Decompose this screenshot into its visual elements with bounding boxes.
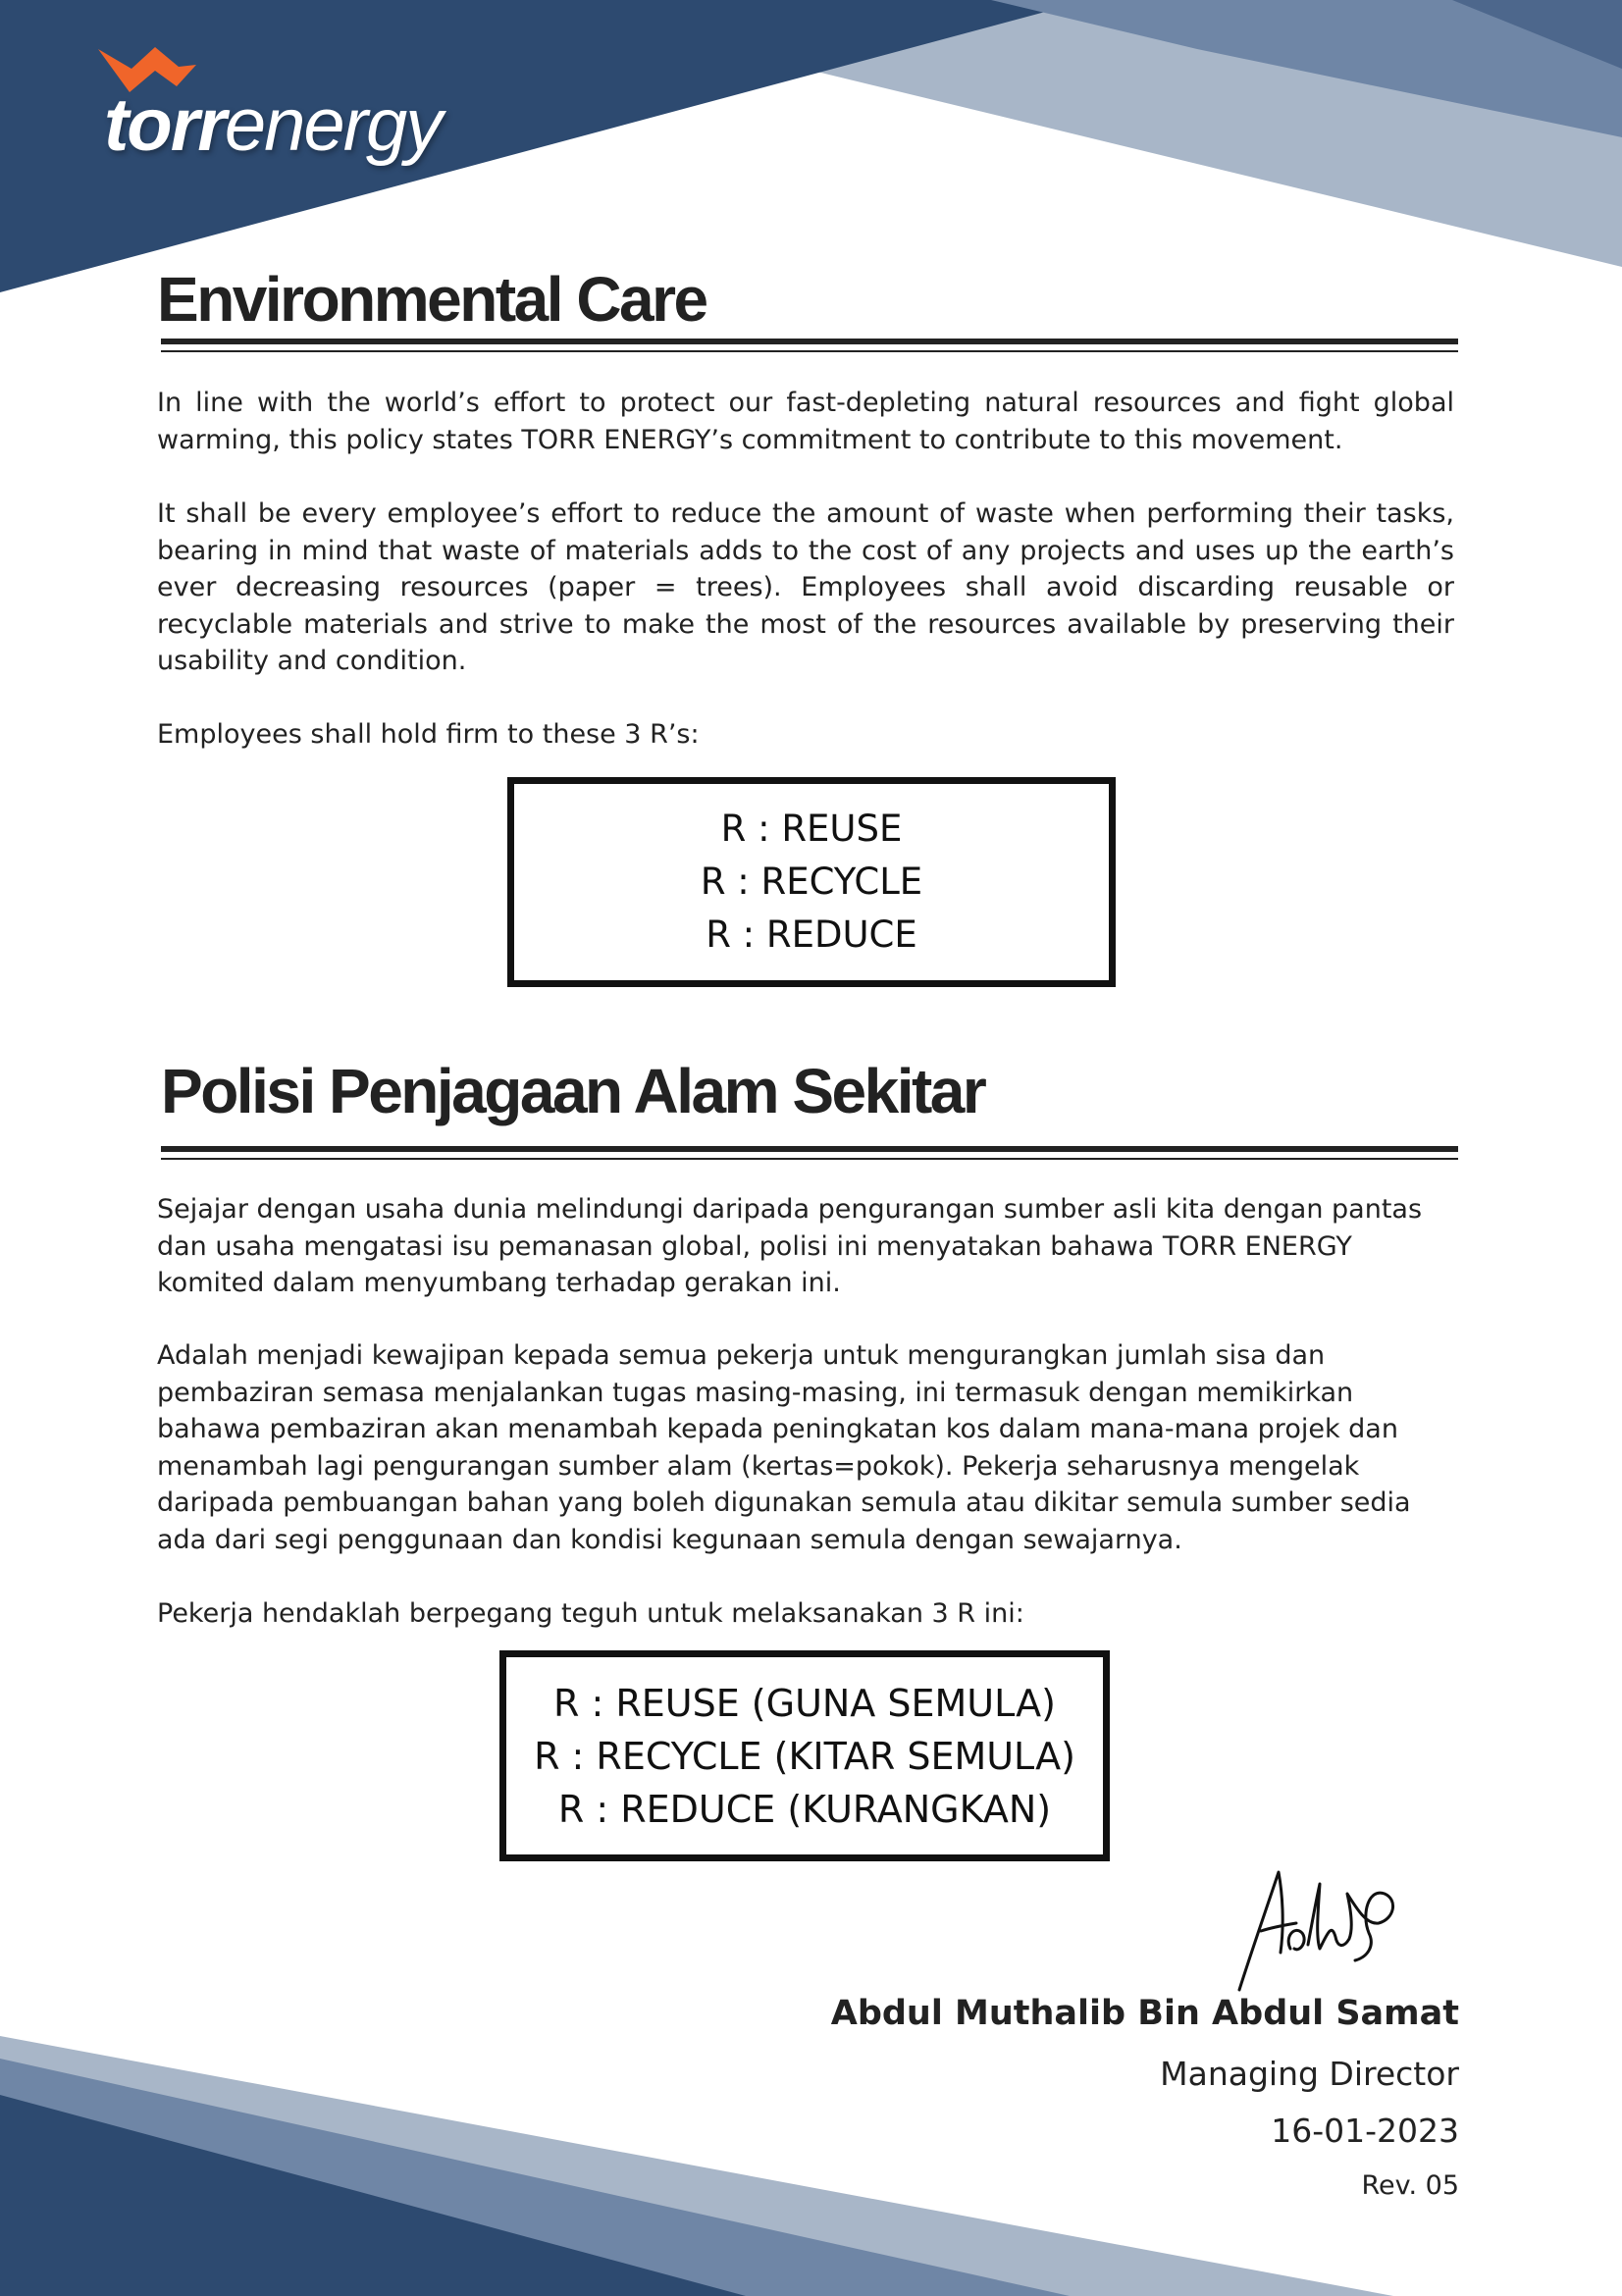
r-item-reuse: R : REUSE: [720, 808, 903, 850]
paragraph-ms-2: Adalah menjadi kewajipan kepada semua pekerja untuk mengurangkan jumlah sisa dan pembaziran semasa menjalankan tugas masing-masing, ini termasuk dengan memikirkan bahawa pembaziran akan menambah kepada peningkatan kos dalam mana-mana projek dan menambah lagi pengurangan sumber alam (kertas=pokok). Pekerja seharusnya mengelak daripada pembuangan bahan yang boleh digunakan semula atau dikitar semula sumber sedia ada dari segi penggunaan dan kondisi kegunaan semula dengan sewajarnya.: [157, 1340, 1411, 1555]
intro-ms: Pekerja hendaklah berpegang teguh untuk melaksanakan 3 R ini:: [157, 1598, 1024, 1629]
paragraph-en-2: It shall be every employee’s effort to reduce the amount of waste when performing their tasks, bearing in mind that waste of materials adds to the cost of any projects and uses up the earth’s ever decreasing resources (paper = trees). Employees shall avoid discarding reusable or recyclable materials and strive to make the most of the resources available by preserving their usability and condition.: [157, 498, 1454, 676]
policy-date: 16-01-2023: [1271, 2112, 1459, 2150]
company-logo: [98, 47, 442, 167]
intro-en: Employees shall hold firm to these 3 R’s:: [157, 719, 700, 750]
logo-brand-bold: torr: [104, 83, 225, 167]
three-rs-box-en: [507, 777, 1116, 987]
logo-brand-light: energy: [224, 83, 442, 167]
paragraph-en-1: In line with the world’s effort to protect our fast-depleting natural resources and fight global warming, this policy states TORR ENERGY’s commitment to contribute to this movement.: [157, 388, 1454, 455]
r-item-reduce: R : REDUCE: [706, 913, 917, 956]
signatory-title: Managing Director: [1160, 2055, 1459, 2093]
handwritten-signature: [1222, 1854, 1408, 1997]
r-item-kurangkan: R : REDUCE (KURANGKAN): [557, 1787, 1052, 1831]
logo-wordmark: [104, 82, 441, 168]
r-item-guna-semula: R : REUSE (GUNA SEMULA): [553, 1681, 1056, 1725]
heading-polisi-penjagaan: Polisi Penjagaan Alam Sekitar: [161, 1056, 985, 1126]
r-item-kitar-semula: R : RECYCLE (KITAR SEMULA): [534, 1734, 1075, 1778]
heading-environmental-care: Environmental Care: [157, 264, 706, 335]
r-item-recycle: R : RECYCLE: [700, 861, 923, 903]
heading-rule-en: [161, 339, 1458, 352]
revision-number: Rev. 05: [1361, 2170, 1459, 2201]
paragraph-ms-1: Sejajar dengan usaha dunia melindungi daripada pengurangan sumber asli kita dengan pantas dan usaha mengatasi isu pemanasan global, polisi ini menyatakan bahawa TORR ENERGY komited dalam menyumbang terhadap gerakan ini.: [157, 1194, 1423, 1298]
three-rs-box-ms: [499, 1650, 1110, 1861]
signatory-name: Abdul Muthalib Bin Abdul Samat: [830, 1994, 1459, 2033]
heading-rule-ms: [161, 1146, 1458, 1160]
